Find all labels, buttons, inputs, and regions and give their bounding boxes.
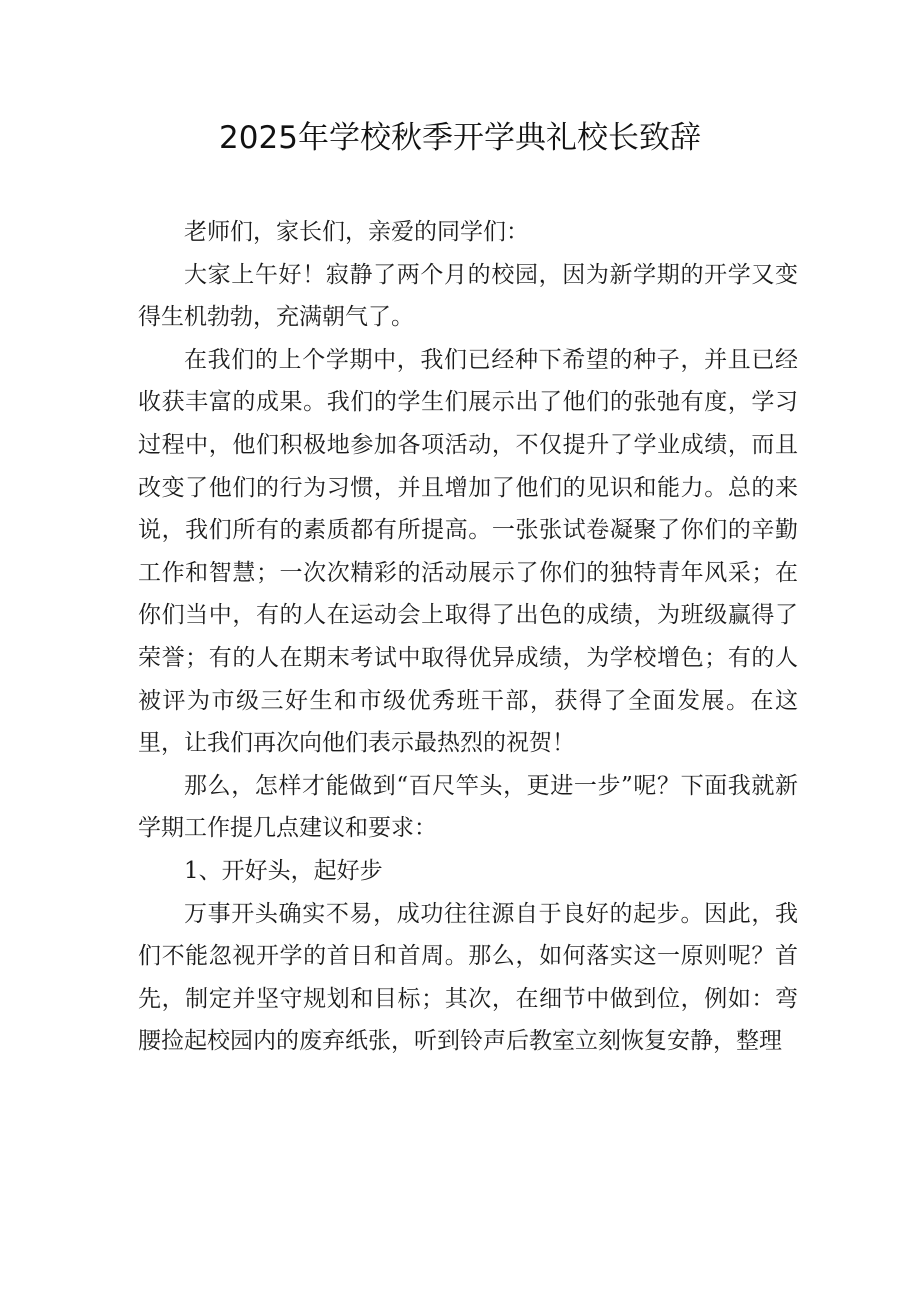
section-heading-1: 1、开好头，起好步 xyxy=(184,857,383,884)
opening-paragraph: 大家上午好！寂静了两个月的校园，因为新学期的开学又变得生机勃勃，充满朝气了。 xyxy=(138,261,798,331)
section-1-paragraph: 万事开头确实不易，成功往往源自于良好的起步。因此，我们不能忽视开学的首日和首周。那么，如何落实这一原则呢？首先，制定并坚守规划和目标；其次，在细节中做到位，例如：弯腰捡起校园内的废弃纸张，听到铃声后教室立刻恢复安静，整理 xyxy=(138,900,798,1055)
transition-paragraph: 那么，怎样才能做到“百尺竿头，更进一步”呢？下面我就新学期工作提几点建议和要求： xyxy=(138,772,798,842)
greeting-paragraph: 老师们，家长们，亲爱的同学们： xyxy=(184,219,529,245)
document-title: 2025年学校秋季开学典礼校长致辞 xyxy=(219,120,701,156)
document-body xyxy=(138,211,798,1063)
review-paragraph: 在我们的上个学期中，我们已经种下希望的种子，并且已经收获丰富的成果。我们的学生们展示出了他们的张弛有度，学习过程中，他们积极地参加各项活动，不仅提升了学业成绩，而且改变了他们的行为习惯，并且增加了他们的见识和能力。总的来说，我们所有的素质都有所提高。一张张试卷凝聚了你们的辛勤工作和智慧；一次次精彩的活动展示了你们的独特青年风采；在你们当中，有的人在运动会上取得了出色的成绩，为班级赢得了荣誉；有的人在期末考试中取得优异成绩，为学校增色；有的人被评为市级三好生和市级优秀班干部，获得了全面发展。在这里，让我们再次向他们表示最热烈的祝贺！ xyxy=(138,346,798,757)
